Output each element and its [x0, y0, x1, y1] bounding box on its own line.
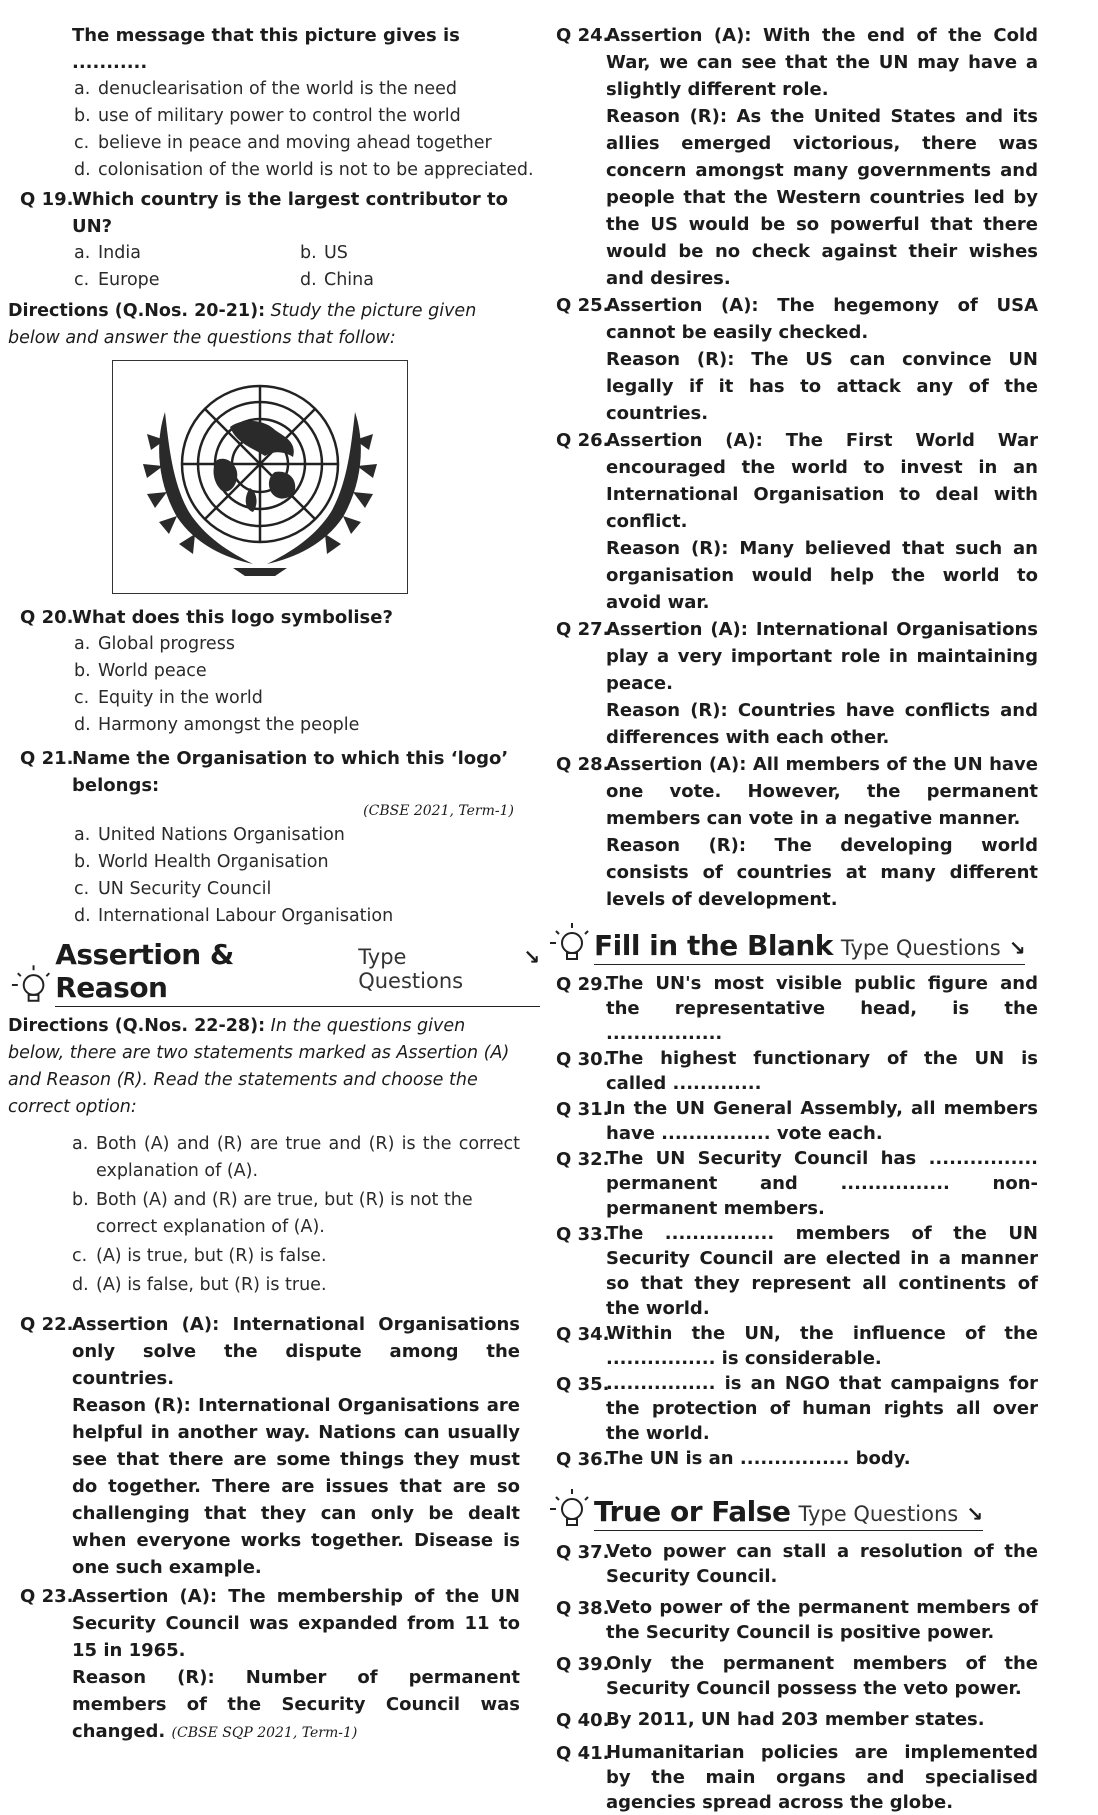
arrow-icon: ↘ [523, 945, 540, 969]
section-title: Assertion & Reason [55, 938, 234, 1004]
lightbulb-icon [544, 921, 594, 965]
un-emblem-icon [125, 372, 395, 582]
true-false-list [556, 1539, 1084, 1815]
ar-options [0, 1131, 540, 1299]
q26-assertion: Assertion (A): The First World War encouraged the world to invest in an International Organisation to deal with conflict. [606, 430, 1038, 532]
question-22 [0, 1311, 540, 1581]
question-34: Q 34. Within the UN, the influence of the ................ is considerable. [556, 1323, 1038, 1369]
q26-reason: Reason (R): Many believed that such an organisation would help the world to avoid war. [606, 538, 1038, 613]
question-26 [556, 427, 1084, 616]
question-25 [556, 292, 1084, 427]
q21-source: (CBSE 2021, Term-1) [363, 803, 514, 819]
q21-option-d: d. International Labour Organisation [74, 906, 394, 926]
true-false-heading [544, 1487, 1084, 1531]
q22-reason: Reason (R): International Organisations are helpful in another way. Nations can usually see that there are some things they must do together. There are issues that are so challenging that they can only be dealt when everyone works together. Disease is one such example. [72, 1395, 520, 1578]
question-21 [0, 745, 540, 930]
section-title: Fill in the Blank [594, 929, 833, 962]
question-24 [556, 22, 1084, 292]
fill-blank-heading [544, 921, 1084, 965]
q22-number: Q 22. [20, 1314, 74, 1335]
directions-22-28: Directions (Q.Nos. 22-28): In the questions given below, there are two statements marked as Assertion (A) and Reason (R). Read the statements and choose the correct option: [8, 1016, 510, 1117]
q18-option-d: d. colonisation of the world is not to be appreciated. [74, 160, 534, 180]
q19-option-c: c. Europe [74, 270, 160, 290]
q20-option-d: d. Harmony amongst the people [74, 715, 360, 735]
q18-option-c: c. believe in peace and moving ahead together [74, 133, 492, 153]
section-subtitle: Type Questions [840, 936, 1001, 960]
section-subtitle: Type Questions [358, 945, 464, 993]
q23-source: (CBSE SQP 2021, Term-1) [171, 1725, 358, 1741]
assertion-reason-heading [0, 938, 540, 1007]
question-28 [556, 751, 1084, 913]
q21-stem: Name the Organisation to which this ‘logo’ belongs: [72, 748, 509, 796]
question-39: Q 39. Only the permanent members of the Security Council possess the veto power. [556, 1653, 1038, 1699]
un-logo-figure [112, 360, 408, 594]
q28-reason: Reason (R): The developing world consists of countries at many different levels of development. [606, 835, 1038, 910]
lightbulb-icon [6, 963, 55, 1007]
q19-number: Q 19. [20, 189, 74, 210]
q19-option-d: d. China [300, 270, 374, 290]
question-29: Q 29. The UN's most visible public figure and the representative head, is the ................. [556, 973, 1038, 1044]
q26-number: Q 26. [556, 430, 610, 451]
q25-number: Q 25. [556, 295, 610, 316]
ar-option-d: d. (A) is false, but (R) is true. [72, 1275, 327, 1295]
q27-number: Q 27. [556, 619, 610, 640]
question-23 [0, 1583, 540, 1747]
directions-20-21: Directions (Q.Nos. 20-21): Study the picture given below and answer the questions that follow: [8, 301, 477, 348]
q21-option-b: b. World Health Organisation [74, 852, 329, 872]
question-33: Q 33. The ................ members of the UN Security Council are elected in a manner so that they represent all continents of the world. [556, 1223, 1038, 1319]
arrow-icon: ↘ [1008, 936, 1026, 960]
section-title: True or False [594, 1495, 791, 1528]
fill-blank-list [556, 971, 1084, 1473]
q19-option-a: a. India [74, 243, 141, 263]
q27-assertion: Assertion (A): International Organisations play a very important role in maintaining peace. [606, 619, 1038, 694]
question-31: Q 31. In the UN General Assembly, all members have ................ vote each. [556, 1098, 1038, 1144]
q23-number: Q 23. [20, 1586, 74, 1607]
q20-option-b: b. World peace [74, 661, 207, 681]
q21-number: Q 21. [20, 748, 74, 769]
question-19 [0, 186, 540, 294]
question-18 [0, 22, 540, 184]
arrow-icon: ↘ [966, 1502, 983, 1526]
ar-option-a: a. Both (A) and (R) are true and (R) is the correct explanation of (A). [72, 1134, 520, 1181]
question-20 [0, 604, 540, 739]
q24-assertion: Assertion (A): With the end of the Cold War, we can see that the UN may have a slightly different role. [606, 25, 1038, 100]
question-38: Q 38. Veto power of the permanent members of the Security Council is positive power. [556, 1597, 1038, 1643]
question-37: Q 37. Veto power can stall a resolution of the Security Council. [556, 1541, 1038, 1587]
question-27 [556, 616, 1084, 751]
q20-number: Q 20. [20, 607, 74, 628]
question-36: Q 36. The UN is an ................ body. [556, 1448, 911, 1470]
section-subtitle: Type Questions [798, 1502, 959, 1526]
q20-stem: What does this logo symbolise? [72, 607, 393, 628]
q24-reason: Reason (R): As the United States and its allies emerged victorious, there was concern amongst many governments and people that the Western countries led by the US would be so powerful that there would be no check against their wishes and desires. [606, 106, 1038, 289]
q21-option-a: a. United Nations Organisation [74, 825, 345, 845]
question-35: Q 35. ................ is an NGO that campaigns for the protection of human rights all over the world. [556, 1373, 1038, 1444]
q21-option-c: c. UN Security Council [74, 879, 272, 899]
q23-reason: Reason (R): Number of permanent members of the Security Council was changed. [72, 1667, 520, 1742]
q20-option-a: a. Global progress [74, 634, 235, 654]
q20-option-c: c. Equity in the world [74, 688, 263, 708]
ar-option-b: b. Both (A) and (R) are true, but (R) is not the correct explanation of (A). [72, 1190, 473, 1237]
q19-stem: Which country is the largest contributor to UN? [72, 189, 508, 237]
question-32: Q 32. The UN Security Council has ................ permanent and ................ non-permanent members. [556, 1148, 1038, 1219]
ar-option-c: c. (A) is true, but (R) is false. [72, 1246, 327, 1266]
q28-number: Q 28. [556, 754, 610, 775]
q25-assertion: Assertion (A): The hegemony of USA cannot be easily checked. [606, 295, 1038, 343]
q18-option-b: b. use of military power to control the world [74, 106, 461, 126]
q19-option-b: b. US [300, 243, 348, 263]
q18-option-a: a. denuclearisation of the world is the need [74, 79, 458, 99]
question-30: Q 30. The highest functionary of the UN is called ............. [556, 1048, 1038, 1094]
q24-number: Q 24. [556, 25, 610, 46]
right-column [556, 22, 1084, 1815]
question-40: Q 40. By 2011, UN had 203 member states. [556, 1709, 985, 1731]
q27-reason: Reason (R): Countries have conflicts and differences with each other. [606, 700, 1038, 748]
q22-assertion: Assertion (A): International Organisations only solve the dispute among the countries. [72, 1314, 520, 1389]
q23-assertion: Assertion (A): The membership of the UN Security Council was expanded from 11 to 15 in 1965. [72, 1586, 520, 1661]
q28-assertion: Assertion (A): All members of the UN have one vote. However, the permanent members can vote in a negative manner. [606, 754, 1038, 829]
lightbulb-icon [544, 1487, 594, 1531]
q18-stem: The message that this picture gives is ........... [72, 25, 460, 73]
left-column [0, 22, 540, 1747]
question-41: Q 41. Humanitarian policies are implemented by the main organs and specialised agencies spread across the globe. [556, 1742, 1038, 1813]
q25-reason: Reason (R): The US can convince UN legally if it has to attack any of the countries. [606, 349, 1038, 424]
